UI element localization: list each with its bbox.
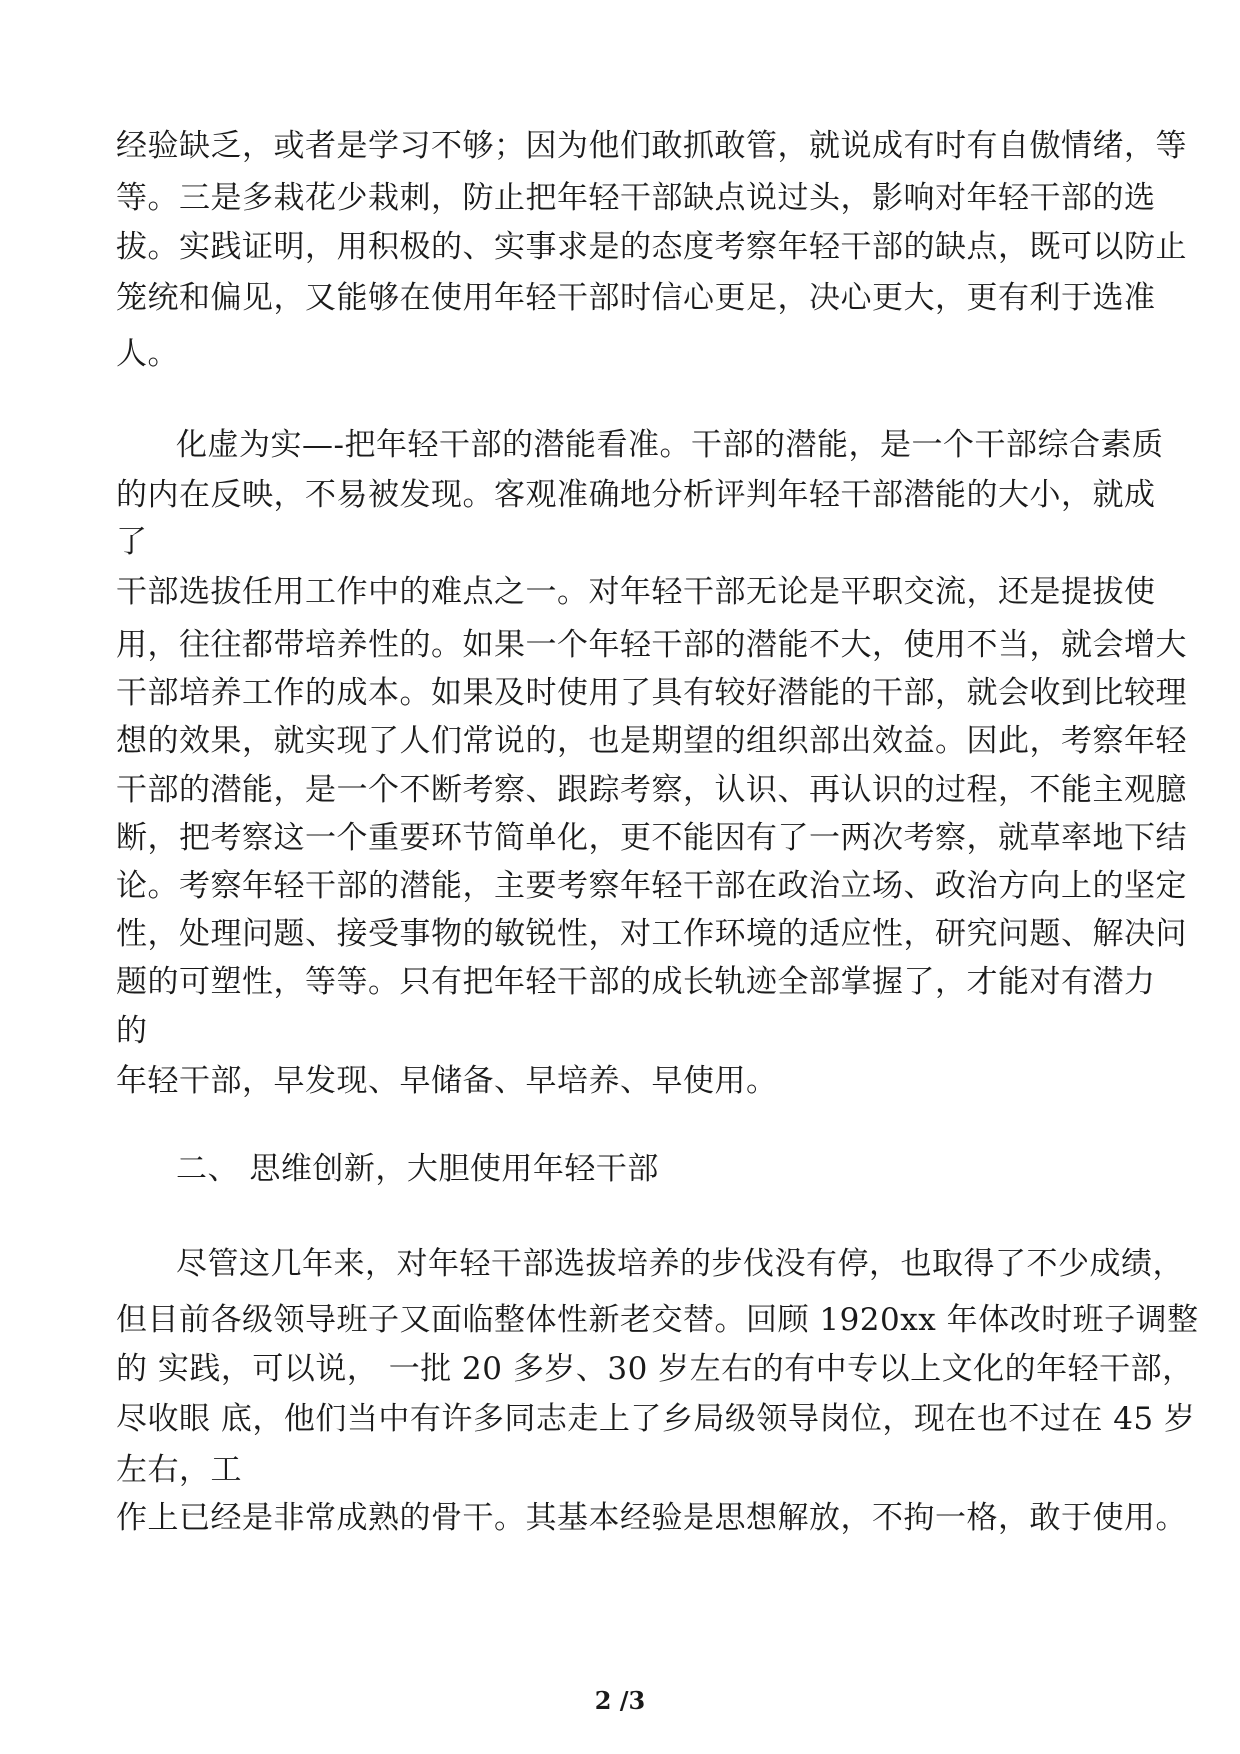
text-line-3: 拔。实践证明，用积极的、实事求是的态度考察年轻干部的缺点，既可以防止 — [116, 229, 1187, 265]
section-heading: 二、 思维创新，大胆使用年轻干部 — [176, 1151, 659, 1187]
text-line-5: 人。 — [116, 336, 179, 372]
text-line-12: 想的效果，就实现了人们常说的，也是期望的组织部出效益。因此，考察年轻 — [116, 723, 1187, 759]
text-line-19: 年轻干部，早发现、早储备、早培养、早使用。 — [116, 1063, 778, 1099]
text-line-25: 作上已经是非常成熟的骨干。其基本经验是思想解放，不拘一格，敢于使用。 — [116, 1500, 1187, 1536]
text-line-7: 的内在反映，不易被发现。客观准确地分析评判年轻干部潜能的大小，就成 — [116, 477, 1156, 513]
text-line-24: 左右，工 — [116, 1452, 242, 1488]
text-line-2: 等。三是多栽花少栽刺，防止把年轻干部缺点说过头，影响对年轻干部的选 — [116, 180, 1156, 216]
text-line-8: 了 — [116, 524, 148, 560]
text-line-13: 干部的潜能，是一个不断考察、跟踪考察，认识、再认识的过程，不能主观臆 — [116, 772, 1187, 808]
text-line-22: 的 实践，可以说， 一批 20 多岁、30 岁左右的有中专以上文化的年轻干部， — [116, 1351, 1194, 1387]
text-line-10: 用，往往都带培养性的。如果一个年轻干部的潜能不大，使用不当，就会增大 — [116, 627, 1187, 663]
text-line-14: 断，把考察这一个重要环节简单化，更不能因有了一两次考察，就草率地下结 — [116, 820, 1187, 856]
text-line-11: 干部培养工作的成本。如果及时使用了具有较好潜能的干部，就会收到比较理 — [116, 675, 1187, 711]
text-line-17: 题的可塑性，等等。只有把年轻干部的成长轨迹全部掌握了，才能对有潜力 — [116, 964, 1156, 1000]
text-line-15: 论。考察年轻干部的潜能，主要考察年轻干部在政治立场、政治方向上的坚定 — [116, 868, 1187, 904]
text-line-4: 笼统和偏见，又能够在使用年轻干部时信心更足，决心更大，更有利于选准 — [116, 280, 1156, 316]
text-line-16: 性，处理问题、接受事物的敏锐性，对工作环境的适应性，研究问题、解决问 — [116, 916, 1187, 952]
text-line-21: 但目前各级领导班子又面临整体性新老交替。回顾 1920xx 年体改时班子调整 — [116, 1302, 1199, 1338]
text-line-9: 干部选拔任用工作中的难点之一。对年轻干部无论是平职交流，还是提拔使 — [116, 574, 1156, 610]
text-line-18: 的 — [116, 1013, 148, 1049]
page-number: 2 /3 — [594, 1686, 646, 1715]
text-line-6: 化虚为实—-把年轻干部的潜能看准。干部的潜能，是一个干部综合素质 — [176, 427, 1164, 463]
text-line-1: 经验缺乏，或者是学习不够；因为他们敢抓敢管，就说成有时有自傲情绪，等 — [116, 128, 1187, 164]
text-line-23: 尽收眼 底，他们当中有许多同志走上了乡局级领导岗位，现在也不过在 45 岁 — [116, 1401, 1196, 1437]
text-line-20: 尽管这几年来，对年轻干部选拔培养的步伐没有停，也取得了不少成绩， — [176, 1246, 1184, 1282]
